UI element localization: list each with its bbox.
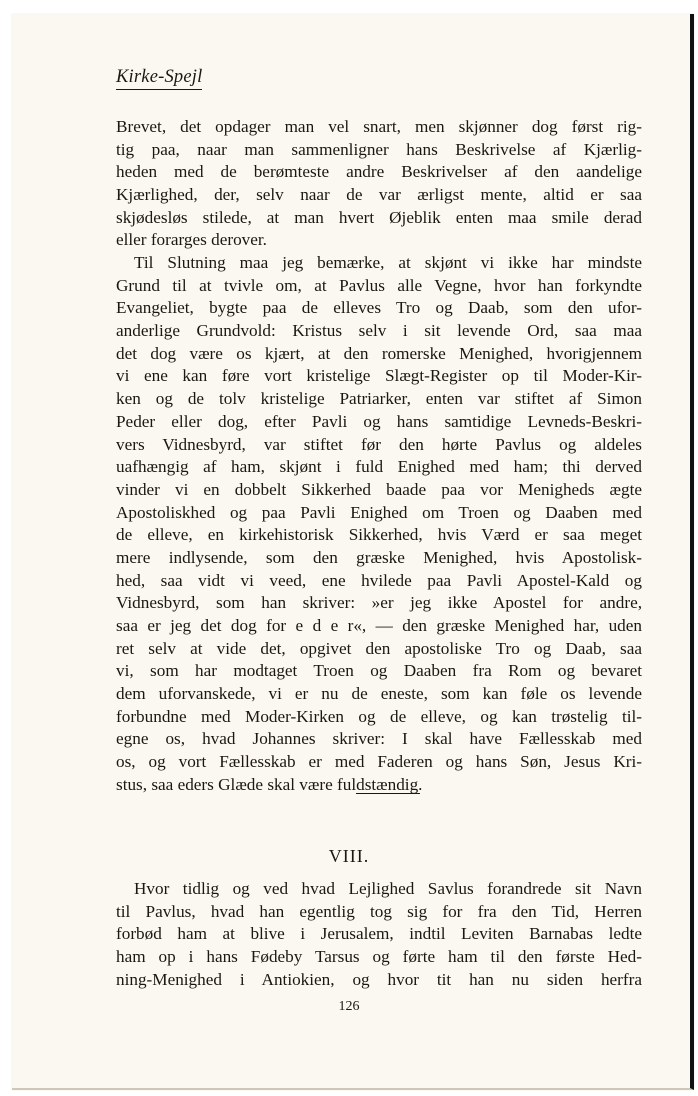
text-line: dem uforvanskede, vi er nu de eneste, som kan føle os levende bbox=[116, 684, 642, 704]
text-line: Kjærlighed, der, selv naar de var ærligst mente, altid er saa bbox=[116, 185, 642, 205]
page-number: 126 bbox=[338, 999, 360, 1014]
paragraph-1 bbox=[116, 116, 642, 252]
text-line: ham op i hans Fødeby Tarsus og førte ham til den første Hed- bbox=[116, 947, 642, 967]
text-line: Hvor tidlig og ved hvad Lejlighed Savlus forandrede sit Navn bbox=[134, 879, 642, 898]
text-line: vers Vidnesbyrd, var stiftet før den hørte Pavlus og aldeles bbox=[116, 434, 642, 454]
text-line: heden med de berømteste andre Beskrivelser af den aandelige bbox=[116, 162, 642, 182]
text-line: vi, som har modtaget Troen og Daaben fra Rom og bevaret bbox=[116, 661, 642, 681]
text-line: eller forarges derover. bbox=[116, 230, 267, 250]
text-line: hed, saa vidt vi veed, ene hvilede paa Pavli Apostel-Kald og bbox=[116, 570, 642, 590]
text-line: egne os, hvad Johannes skriver: I skal have Fællesskab med bbox=[116, 729, 642, 749]
text-line: Apostoliskhed og paa Pavli Enighed om Troen og Daaben med bbox=[116, 502, 642, 522]
section-heading: VIII. bbox=[328, 846, 370, 866]
running-head: Kirke-Spejl bbox=[116, 66, 202, 90]
text-line: vinder vi en dobbelt Sikkerhed baade paa vor Menigheds ægte bbox=[116, 479, 642, 499]
text-line: os, og vort Fællesskab er med Faderen og hans Søn, Jesus Kri- bbox=[116, 752, 642, 772]
text-line: Til Slutning maa jeg bemærke, at skjønt vi ikke har mindste bbox=[134, 253, 642, 272]
text-line: forbød ham at blive i Jerusalem, indtil Leviten Barnabas ledte bbox=[116, 924, 642, 944]
text-line: stus, saa eders Glæde skal være fuldstændig. bbox=[116, 774, 423, 794]
text-line: saa er jeg det dog for e d e r«, — den græske Menighed har, uden bbox=[116, 616, 642, 635]
text-line: det dog være os kjært, at den romerske Menighed, hvorigjennem bbox=[116, 343, 642, 363]
text-line: de elleve, en kirkehistorisk Sikkerhed, hvis Værd er saa meget bbox=[116, 525, 642, 545]
text-line: tig paa, naar man sammenligner hans Beskrivelse af Kjærlig- bbox=[116, 139, 642, 159]
paragraph-2 bbox=[116, 252, 642, 797]
text-line: ning-Menighed i Antiokien, og hvor tit han nu siden herfra bbox=[116, 969, 642, 989]
text-line: vi ene kan føre vort kristelige Slægt-Register op til Moder-Kir- bbox=[116, 366, 642, 386]
text-line: Grund til at tvivle om, at Pavlus alle Vegne, hvor han forkyndte bbox=[116, 275, 642, 295]
text-line: til Pavlus, hvad han egentlig tog sig for fra den Tid, Herren bbox=[116, 901, 642, 921]
text-line: ret selv at vide det, opgivet den apostoliske Tro og Daab, saa bbox=[116, 638, 642, 658]
text-line: forbundne med Moder-Kirken og de elleve, og kan trøstelig til- bbox=[116, 706, 642, 726]
text-line: anderlige Grundvold: Kristus selv i sit levende Ord, saa maa bbox=[116, 321, 642, 341]
paragraph-3 bbox=[116, 878, 642, 991]
text-line: skjødesløs stilede, at man hvert Øjeblik enten maa smile derad bbox=[116, 207, 642, 227]
text-line: mere indlysende, som den græske Menighed, hvis Apostolisk- bbox=[116, 547, 642, 567]
text-line: ken og de tolv kristelige Patriarker, enten var stiftet af Simon bbox=[116, 389, 642, 409]
text-line: Peder eller dog, efter Pavli og hans samtidige Levneds-Beskri- bbox=[116, 411, 642, 431]
text-line: Brevet, det opdager man vel snart, men skjønner dog først rig- bbox=[116, 117, 642, 136]
text-line: Vidnesbyrd, som han skriver: »er jeg ikke Apostel for andre, bbox=[116, 593, 642, 613]
section-divider bbox=[356, 793, 420, 794]
text-line: uafhængig af ham, skjønt i fuld Enighed med ham; thi derved bbox=[116, 457, 642, 477]
text-line: Evangeliet, bygte paa de elleves Tro og Daab, som den ufor- bbox=[116, 298, 642, 318]
